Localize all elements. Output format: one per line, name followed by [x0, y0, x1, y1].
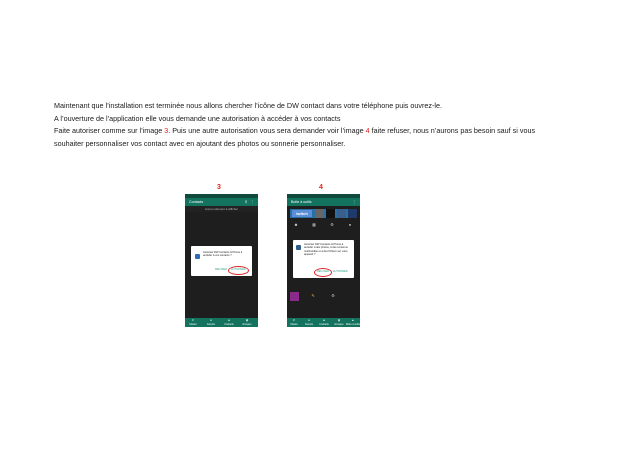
gear-icon: ⚙: [331, 293, 335, 298]
user-icon: ☻: [293, 222, 299, 227]
nav-groups[interactable]: ▦ Groupes: [334, 319, 344, 326]
edit-icon: ✎: [311, 293, 315, 298]
highlight-circle: [314, 268, 332, 277]
gear-icon: ⚙: [330, 222, 334, 227]
instruction-text: faite refuser, nous n’aurons pas besoin sauf si vous: [369, 126, 536, 136]
nav-label: Boîte à outils: [346, 322, 360, 326]
thumbnail: [337, 209, 346, 218]
nav-toolbox[interactable]: ■ Boîte à outils: [346, 319, 360, 326]
deny-button[interactable]: REFUSER: [215, 268, 227, 271]
bottom-nav: [287, 318, 360, 327]
thumbnail: [326, 209, 335, 218]
nav-keypad[interactable]: ✆ Clavier: [290, 319, 298, 326]
nav-groups[interactable]: ▦ Groupes: [242, 319, 252, 326]
nav-label: Favoris: [207, 322, 215, 326]
screenshot-label-3: 3: [217, 184, 221, 191]
contacts-icon: [195, 254, 200, 259]
image-ref-3: 3: [164, 126, 169, 136]
nav-keypad[interactable]: ✆ Clavier: [189, 319, 197, 326]
bulb-icon: ●: [348, 222, 352, 227]
image-ref-4: 4: [365, 126, 370, 136]
app-bar: [287, 198, 360, 206]
empty-list-text: Aucun élément à afficher: [185, 206, 258, 212]
nav-favorites[interactable]: ★ Favoris: [305, 319, 313, 326]
thumbnail: [348, 209, 357, 218]
deny-button[interactable]: REFUSER: [317, 270, 329, 273]
app-tile: [290, 292, 299, 301]
nav-label: Clavier: [290, 322, 298, 326]
dialog-text: Autoriser DW Contacts & Phone à accéder à des photos, à des contenus multimédias et à des fichiers sur votre appareil ?: [304, 243, 348, 257]
screenshot-4-phone: [287, 194, 360, 327]
nav-label: Groupes: [334, 322, 344, 326]
instructions-paragraph: [54, 100, 614, 150]
menu-icon: ⋮: [352, 200, 357, 204]
permission-dialog: [191, 246, 252, 276]
nav-contacts[interactable]: ☻ Contacts: [224, 319, 234, 326]
app-bar-title: Contacts: [189, 200, 204, 204]
folder-icon: [296, 245, 301, 250]
nav-label: Favoris: [305, 322, 313, 326]
grid-icon: ▦: [312, 222, 316, 227]
nav-contacts[interactable]: ☻ Contacts: [319, 319, 329, 326]
bottom-nav: [185, 318, 258, 327]
nav-label: Contacts: [319, 322, 329, 326]
nav-label: Contacts: [224, 322, 234, 326]
instruction-line-4: souhaiter personnaliser vos contact avec en ajoutant des photos ou sonnerie personnaliser.: [54, 138, 346, 148]
instruction-text: Faite autoriser comme sur l’image: [54, 126, 165, 136]
twitch-logo: twitch: [292, 210, 312, 217]
screenshot-3-phone: [185, 194, 258, 327]
banner: [290, 209, 357, 218]
thumbnail: [315, 209, 324, 218]
nav-favorites[interactable]: ★ Favoris: [207, 319, 215, 326]
allow-button[interactable]: AUTORISER: [231, 268, 246, 271]
screenshot-label-4: 4: [319, 184, 323, 191]
search-icon: ⚲ ⋮: [244, 200, 255, 204]
allow-button[interactable]: AUTORISER: [333, 270, 348, 273]
app-bar: [185, 198, 258, 206]
app-bar-title: Boite à outils: [291, 200, 312, 204]
instruction-line-1: Maintenant que l’installation est terminée nous allons chercher l’icône de DW contact dans votre téléphone puis ouvrez-le.: [54, 101, 442, 110]
permission-dialog: [293, 240, 354, 278]
dialog-text: Autoriser DW Contacts & Phone à accéder à vos contacts ?: [203, 251, 243, 258]
instruction-line-3: [54, 125, 614, 138]
nav-label: Groupes: [242, 322, 252, 326]
highlight-circle: [228, 266, 249, 275]
instruction-text: . Puis une autre autorisation vous sera demander voir l’image: [168, 126, 366, 136]
nav-label: Clavier: [189, 322, 197, 326]
instruction-line-2: A l’ouverture de l’application elle vous demande une autorisation à accéder à vos contacts: [54, 113, 341, 123]
